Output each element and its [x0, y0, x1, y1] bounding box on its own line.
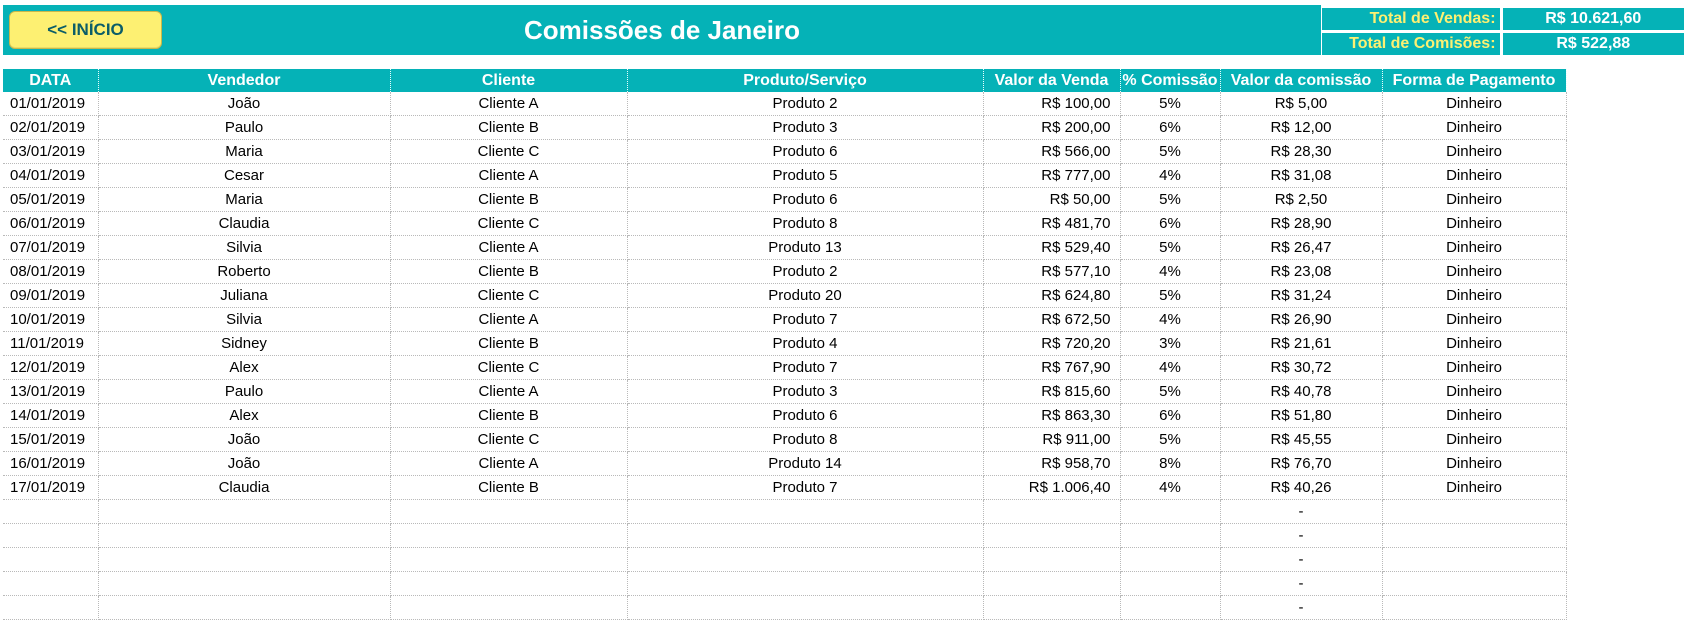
cell-sale-value[interactable]: R$ 911,00: [983, 428, 1120, 452]
cell-seller[interactable]: Silvia: [98, 308, 390, 332]
cell-seller[interactable]: Alex: [98, 404, 390, 428]
cell-sale-value[interactable]: R$ 624,80: [983, 284, 1120, 308]
cell-client[interactable]: Cliente B: [390, 260, 627, 284]
cell-commission-value[interactable]: R$ 28,30: [1220, 140, 1382, 164]
cell-commission-value[interactable]: R$ 26,47: [1220, 236, 1382, 260]
column-header-commission-pct[interactable]: % Comissão: [1120, 69, 1220, 92]
cell-client[interactable]: Cliente C: [390, 212, 627, 236]
cell-commission-value[interactable]: R$ 76,70: [1220, 452, 1382, 476]
cell-product[interactable]: Produto 8: [627, 428, 983, 452]
cell-commission-pct[interactable]: 5%: [1120, 428, 1220, 452]
cell-date[interactable]: 15/01/2019: [3, 428, 98, 452]
cell-product[interactable]: Produto 2: [627, 92, 983, 116]
cell-seller[interactable]: Claudia: [98, 212, 390, 236]
commissions-table: [3, 69, 1567, 620]
cell-payment-method[interactable]: Dinheiro: [1382, 476, 1566, 500]
cell-commission-value[interactable]: R$ 23,08: [1220, 260, 1382, 284]
cell-date[interactable]: 08/01/2019: [3, 260, 98, 284]
cell-seller[interactable]: João: [98, 428, 390, 452]
cell-payment-method[interactable]: Dinheiro: [1382, 164, 1566, 188]
cell-seller[interactable]: Roberto: [98, 260, 390, 284]
cell-client[interactable]: Cliente A: [390, 452, 627, 476]
table-row: [3, 476, 1566, 500]
cell-sale-value[interactable]: R$ 481,70: [983, 212, 1120, 236]
cell-commission-value[interactable]: -: [1220, 500, 1382, 524]
table-row: [3, 452, 1566, 476]
cell-commission-pct[interactable]: 6%: [1120, 212, 1220, 236]
cell-client[interactable]: [390, 524, 627, 548]
cell-client[interactable]: [390, 596, 627, 620]
cell-commission-value[interactable]: R$ 51,80: [1220, 404, 1382, 428]
cell-commission-value[interactable]: R$ 21,61: [1220, 332, 1382, 356]
cell-seller[interactable]: João: [98, 452, 390, 476]
cell-product[interactable]: Produto 7: [627, 308, 983, 332]
cell-commission-pct[interactable]: [1120, 524, 1220, 548]
table-row: [3, 164, 1566, 188]
table-row: [3, 284, 1566, 308]
cell-date[interactable]: 14/01/2019: [3, 404, 98, 428]
cell-commission-pct[interactable]: [1120, 596, 1220, 620]
total-sales-value[interactable]: R$ 10.621,60: [1502, 7, 1685, 31]
cell-commission-pct[interactable]: 5%: [1120, 284, 1220, 308]
cell-product[interactable]: Produto 14: [627, 452, 983, 476]
cell-commission-pct[interactable]: 4%: [1120, 308, 1220, 332]
cell-sale-value[interactable]: R$ 200,00: [983, 116, 1120, 140]
cell-payment-method[interactable]: [1382, 524, 1566, 548]
cell-commission-value[interactable]: R$ 30,72: [1220, 356, 1382, 380]
cell-date[interactable]: [3, 500, 98, 524]
cell-payment-method[interactable]: Dinheiro: [1382, 356, 1566, 380]
table-row: [3, 116, 1566, 140]
cell-payment-method[interactable]: Dinheiro: [1382, 116, 1566, 140]
total-commission-row: [1321, 32, 1685, 56]
cell-client[interactable]: Cliente A: [390, 164, 627, 188]
cell-product[interactable]: Produto 4: [627, 332, 983, 356]
cell-product[interactable]: Produto 13: [627, 236, 983, 260]
cell-seller[interactable]: Cesar: [98, 164, 390, 188]
total-sales-label: Total de Vendas:: [1321, 7, 1501, 31]
table-row: [3, 380, 1566, 404]
table-row: [3, 140, 1566, 164]
cell-product[interactable]: Produto 6: [627, 188, 983, 212]
cell-sale-value[interactable]: R$ 529,40: [983, 236, 1120, 260]
cell-payment-method[interactable]: Dinheiro: [1382, 188, 1566, 212]
cell-date[interactable]: 05/01/2019: [3, 188, 98, 212]
cell-commission-value[interactable]: R$ 40,78: [1220, 380, 1382, 404]
cell-sale-value[interactable]: [983, 596, 1120, 620]
cell-commission-value[interactable]: R$ 5,00: [1220, 92, 1382, 116]
cell-commission-value[interactable]: -: [1220, 572, 1382, 596]
cell-sale-value[interactable]: [983, 572, 1120, 596]
cell-client[interactable]: Cliente A: [390, 380, 627, 404]
cell-seller[interactable]: Silvia: [98, 236, 390, 260]
cell-seller[interactable]: [98, 524, 390, 548]
cell-commission-pct[interactable]: 5%: [1120, 188, 1220, 212]
cell-product[interactable]: Produto 7: [627, 356, 983, 380]
cell-payment-method[interactable]: Dinheiro: [1382, 92, 1566, 116]
cell-payment-method[interactable]: Dinheiro: [1382, 308, 1566, 332]
total-sales-row: [1321, 7, 1685, 31]
cell-commission-pct[interactable]: [1120, 548, 1220, 572]
cell-seller[interactable]: [98, 500, 390, 524]
cell-sale-value[interactable]: [983, 500, 1120, 524]
cell-sale-value[interactable]: R$ 566,00: [983, 140, 1120, 164]
cell-payment-method[interactable]: Dinheiro: [1382, 428, 1566, 452]
cell-date[interactable]: 06/01/2019: [3, 212, 98, 236]
cell-sale-value[interactable]: R$ 863,30: [983, 404, 1120, 428]
cell-date[interactable]: 04/01/2019: [3, 164, 98, 188]
cell-sale-value[interactable]: R$ 720,20: [983, 332, 1120, 356]
table-row: [3, 500, 1566, 524]
cell-client[interactable]: Cliente C: [390, 428, 627, 452]
column-header-product[interactable]: Produto/Serviço: [627, 69, 983, 92]
cell-seller[interactable]: João: [98, 92, 390, 116]
cell-seller[interactable]: Claudia: [98, 476, 390, 500]
cell-commission-pct[interactable]: [1120, 500, 1220, 524]
table-row: [3, 92, 1566, 116]
cell-date[interactable]: 13/01/2019: [3, 380, 98, 404]
page-title: Comissões de Janeiro: [524, 14, 800, 45]
totals-panel: [1321, 7, 1685, 57]
table-row: [3, 596, 1566, 620]
cell-commission-value[interactable]: -: [1220, 548, 1382, 572]
cell-date[interactable]: 03/01/2019: [3, 140, 98, 164]
table-body: [3, 92, 1566, 620]
cell-date[interactable]: [3, 548, 98, 572]
cell-sale-value[interactable]: R$ 50,00: [983, 188, 1120, 212]
table-row: [3, 524, 1566, 548]
cell-date[interactable]: [3, 572, 98, 596]
cell-payment-method[interactable]: Dinheiro: [1382, 452, 1566, 476]
cell-commission-value[interactable]: R$ 45,55: [1220, 428, 1382, 452]
table-row: [3, 548, 1566, 572]
cell-commission-pct[interactable]: 6%: [1120, 404, 1220, 428]
cell-date[interactable]: 17/01/2019: [3, 476, 98, 500]
cell-commission-value[interactable]: R$ 26,90: [1220, 308, 1382, 332]
cell-payment-method[interactable]: Dinheiro: [1382, 260, 1566, 284]
cell-commission-pct[interactable]: 4%: [1120, 476, 1220, 500]
table-row: [3, 428, 1566, 452]
cell-date[interactable]: 01/01/2019: [3, 92, 98, 116]
cell-product[interactable]: Produto 7: [627, 476, 983, 500]
cell-seller[interactable]: [98, 596, 390, 620]
cell-product[interactable]: [627, 596, 983, 620]
table-row: [3, 212, 1566, 236]
cell-sale-value[interactable]: R$ 767,90: [983, 356, 1120, 380]
cell-date[interactable]: 11/01/2019: [3, 332, 98, 356]
cell-commission-value[interactable]: R$ 28,90: [1220, 212, 1382, 236]
cell-date[interactable]: 09/01/2019: [3, 284, 98, 308]
cell-payment-method[interactable]: Dinheiro: [1382, 380, 1566, 404]
table-row: [3, 188, 1566, 212]
cell-payment-method[interactable]: [1382, 596, 1566, 620]
cell-seller[interactable]: [98, 548, 390, 572]
cell-sale-value[interactable]: R$ 958,70: [983, 452, 1120, 476]
cell-client[interactable]: Cliente C: [390, 140, 627, 164]
column-header-seller[interactable]: Vendedor: [98, 69, 390, 92]
cell-payment-method[interactable]: [1382, 500, 1566, 524]
cell-seller[interactable]: Paulo: [98, 380, 390, 404]
cell-client[interactable]: Cliente B: [390, 188, 627, 212]
cell-date[interactable]: 10/01/2019: [3, 308, 98, 332]
table-row: [3, 356, 1566, 380]
cell-commission-pct[interactable]: 4%: [1120, 164, 1220, 188]
cell-payment-method[interactable]: Dinheiro: [1382, 212, 1566, 236]
cell-client[interactable]: Cliente B: [390, 404, 627, 428]
table-row: [3, 260, 1566, 284]
cell-sale-value[interactable]: R$ 577,10: [983, 260, 1120, 284]
cell-commission-value[interactable]: R$ 2,50: [1220, 188, 1382, 212]
cell-commission-pct[interactable]: 5%: [1120, 140, 1220, 164]
table-row: [3, 332, 1566, 356]
back-to-start-button[interactable]: << INÍCIO: [9, 11, 162, 49]
cell-product[interactable]: Produto 6: [627, 404, 983, 428]
cell-date[interactable]: 02/01/2019: [3, 116, 98, 140]
cell-sale-value[interactable]: R$ 100,00: [983, 92, 1120, 116]
cell-product[interactable]: Produto 3: [627, 380, 983, 404]
cell-sale-value[interactable]: R$ 672,50: [983, 308, 1120, 332]
cell-product[interactable]: Produto 20: [627, 284, 983, 308]
cell-product[interactable]: Produto 6: [627, 140, 983, 164]
cell-commission-value[interactable]: R$ 31,24: [1220, 284, 1382, 308]
cell-product[interactable]: [627, 572, 983, 596]
cell-payment-method[interactable]: Dinheiro: [1382, 236, 1566, 260]
cell-client[interactable]: [390, 500, 627, 524]
cell-date[interactable]: [3, 524, 98, 548]
cell-product[interactable]: [627, 500, 983, 524]
cell-payment-method[interactable]: Dinheiro: [1382, 332, 1566, 356]
column-header-commission-value[interactable]: Valor da comissão: [1220, 69, 1382, 92]
cell-commission-pct[interactable]: 5%: [1120, 92, 1220, 116]
cell-seller[interactable]: Maria: [98, 140, 390, 164]
cell-commission-value[interactable]: R$ 40,26: [1220, 476, 1382, 500]
column-header-client[interactable]: Cliente: [390, 69, 627, 92]
cell-sale-value[interactable]: [983, 548, 1120, 572]
cell-sale-value[interactable]: [983, 524, 1120, 548]
cell-sale-value[interactable]: R$ 815,60: [983, 380, 1120, 404]
column-header-sale-value[interactable]: Valor da Venda: [983, 69, 1120, 92]
cell-commission-value[interactable]: -: [1220, 596, 1382, 620]
cell-product[interactable]: Produto 2: [627, 260, 983, 284]
cell-seller[interactable]: Alex: [98, 356, 390, 380]
cell-commission-pct[interactable]: 4%: [1120, 356, 1220, 380]
cell-seller[interactable]: Sidney: [98, 332, 390, 356]
cell-product[interactable]: Produto 3: [627, 116, 983, 140]
cell-seller[interactable]: Juliana: [98, 284, 390, 308]
cell-commission-pct[interactable]: 8%: [1120, 452, 1220, 476]
cell-client[interactable]: Cliente B: [390, 116, 627, 140]
cell-sale-value[interactable]: R$ 1.006,40: [983, 476, 1120, 500]
cell-client[interactable]: Cliente C: [390, 284, 627, 308]
cell-client[interactable]: Cliente A: [390, 308, 627, 332]
cell-payment-method[interactable]: Dinheiro: [1382, 284, 1566, 308]
cell-commission-value[interactable]: R$ 12,00: [1220, 116, 1382, 140]
cell-payment-method[interactable]: [1382, 548, 1566, 572]
table-row: [3, 572, 1566, 596]
table-row: [3, 308, 1566, 332]
cell-client[interactable]: Cliente B: [390, 476, 627, 500]
cell-client[interactable]: [390, 572, 627, 596]
cell-product[interactable]: Produto 5: [627, 164, 983, 188]
cell-seller[interactable]: Maria: [98, 188, 390, 212]
cell-payment-method[interactable]: Dinheiro: [1382, 140, 1566, 164]
cell-commission-pct[interactable]: 4%: [1120, 260, 1220, 284]
cell-seller[interactable]: Paulo: [98, 116, 390, 140]
cell-product[interactable]: [627, 524, 983, 548]
cell-client[interactable]: Cliente C: [390, 356, 627, 380]
cell-commission-value[interactable]: -: [1220, 524, 1382, 548]
table-row: [3, 236, 1566, 260]
cell-commission-pct[interactable]: 3%: [1120, 332, 1220, 356]
cell-product[interactable]: [627, 548, 983, 572]
cell-payment-method[interactable]: [1382, 572, 1566, 596]
cell-date[interactable]: 07/01/2019: [3, 236, 98, 260]
cell-date[interactable]: 16/01/2019: [3, 452, 98, 476]
cell-commission-pct[interactable]: [1120, 572, 1220, 596]
table-row: [3, 404, 1566, 428]
cell-date[interactable]: 12/01/2019: [3, 356, 98, 380]
cell-date[interactable]: [3, 596, 98, 620]
table-header-row: [3, 69, 1566, 92]
cell-seller[interactable]: [98, 572, 390, 596]
column-header-payment-method[interactable]: Forma de Pagamento: [1382, 69, 1566, 92]
total-commission-label: Total de Comisões:: [1321, 32, 1501, 56]
cell-commission-pct[interactable]: 5%: [1120, 380, 1220, 404]
cell-commission-value[interactable]: R$ 31,08: [1220, 164, 1382, 188]
cell-commission-pct[interactable]: 5%: [1120, 236, 1220, 260]
cell-sale-value[interactable]: R$ 777,00: [983, 164, 1120, 188]
cell-client[interactable]: Cliente A: [390, 92, 627, 116]
cell-client[interactable]: Cliente B: [390, 332, 627, 356]
column-header-date[interactable]: DATA: [3, 69, 98, 92]
cell-client[interactable]: Cliente A: [390, 236, 627, 260]
cell-product[interactable]: Produto 8: [627, 212, 983, 236]
total-commission-value[interactable]: R$ 522,88: [1502, 32, 1685, 56]
cell-client[interactable]: [390, 548, 627, 572]
cell-payment-method[interactable]: Dinheiro: [1382, 404, 1566, 428]
cell-commission-pct[interactable]: 6%: [1120, 116, 1220, 140]
